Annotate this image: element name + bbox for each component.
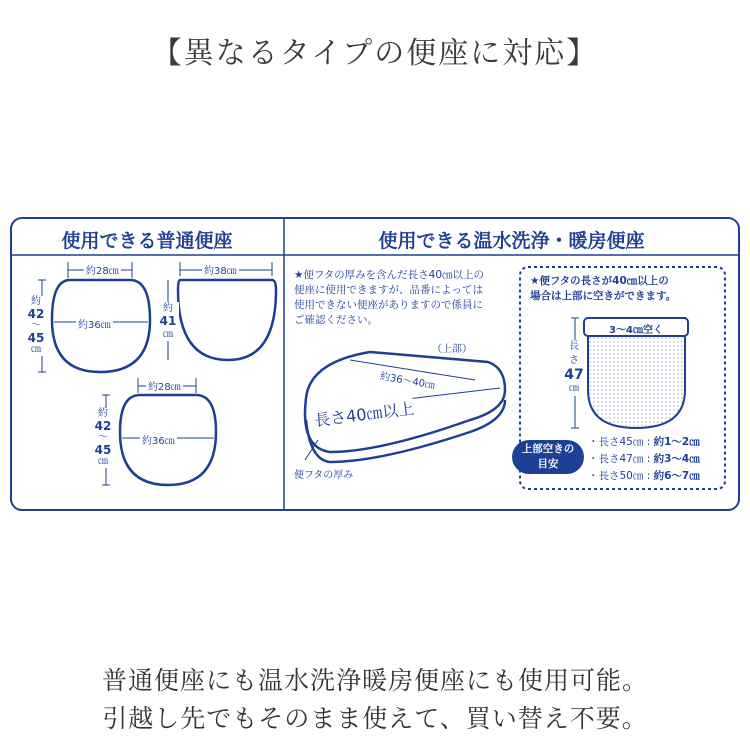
label-top: （上部） [432,340,472,355]
seat3-inner: 約36㎝ [140,432,177,447]
left-panel-header: 使用できる普通便座 [61,230,233,252]
gap-guide-badge: 上部空きの 目安 [512,440,584,474]
seat1-width: 約28㎝ [84,262,121,277]
page-title: 【異なるタイプの便座に対応】 [151,36,599,71]
box-note: ★便フタの長さが40㎝以上の 場合は上部に空きができます。 [530,275,677,302]
box-length-label: 長 さ 47 ㎝ [562,340,586,396]
gap-label: 3〜4㎝空く [609,325,663,336]
seat1-inner: 約36㎝ [76,316,113,331]
bottom-caption: 普通便座にも温水洗浄暖房便座にも使用可能。 引越し先でもそのまま使えて、買い替え不要。 [101,666,648,733]
right-panel-header: 使用できる温水洗浄・暖房便座 [378,230,645,252]
seat2-length: 約 41 ㎝ [157,302,179,341]
label-range: 約36〜40㎝ [379,367,436,391]
seat2-outline [178,280,276,360]
seat2-width: 約38㎝ [202,262,239,277]
gap-row: ・長さ47㎝ : 約3〜4㎝ [588,453,700,465]
label-thickness: 便フタの厚み [294,470,354,481]
gap-guide-table [588,434,723,485]
washlet-note: ★便フタの厚みを含んだ長さ40㎝以上の 便座に使用できますが、品番によっては 使用できない便座がありますので係員に ご確認ください。 [294,269,485,326]
gap-row: ・長さ45㎝ : 約1〜2㎝ [588,436,700,448]
seat1-length: 約 42 〜 45 ㎝ [27,296,45,355]
seat3-length: 約 42 〜 45 ㎝ [92,408,114,468]
seat3-width: 約28㎝ [146,378,183,393]
gap-row: ・長さ50㎝ : 約6〜7㎝ [588,470,700,482]
label-length: 長さ40㎝以上 [313,396,415,431]
